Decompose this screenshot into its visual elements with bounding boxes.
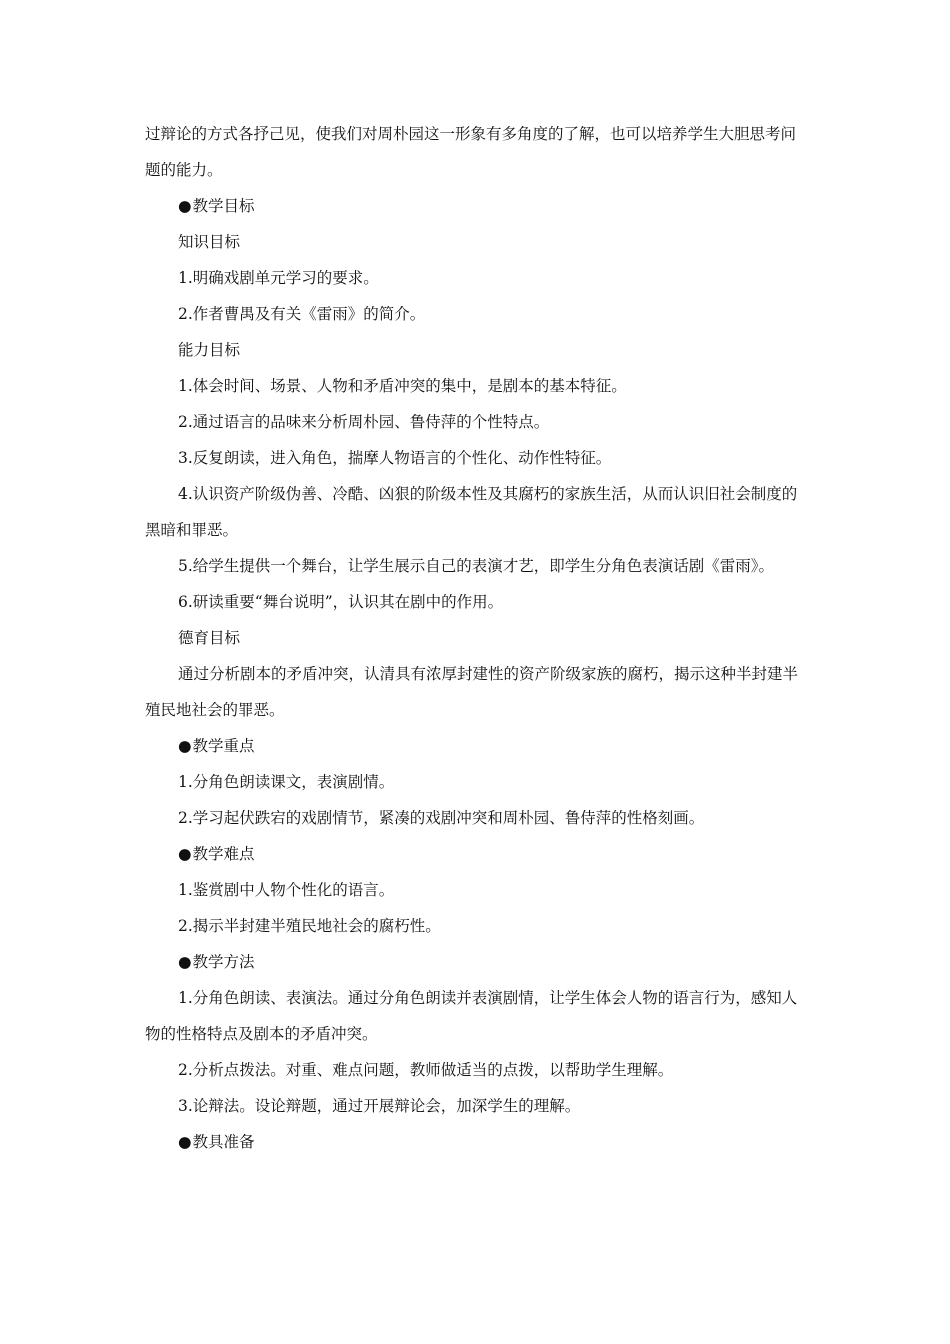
heading-text: 教学重点 bbox=[192, 737, 255, 755]
bullet-icon: ● bbox=[178, 197, 192, 215]
teaching-goals-heading bbox=[145, 188, 807, 224]
ability-goal-item: 2.通过语言的品味来分析周朴园、鲁侍萍的个性特点。 bbox=[178, 413, 550, 431]
materials-heading bbox=[145, 1124, 807, 1160]
ability-goal-item: 4.认识资产阶级伪善、冷酷、凶狠的阶级本性及其腐朽的家族生活，从而认识旧社会制度的黑暗和罪恶。 bbox=[145, 485, 798, 539]
document-body bbox=[145, 116, 807, 1160]
key-points-heading bbox=[145, 728, 807, 764]
difficult-point-item: 2.揭示半封建半殖民地社会的腐朽性。 bbox=[178, 917, 441, 935]
methods-heading bbox=[145, 944, 807, 980]
key-point-item: 1.分角色朗读课文，表演剧情。 bbox=[178, 773, 395, 791]
bullet-icon: ● bbox=[178, 737, 192, 755]
key-point-item: 2.学习起伏跌宕的戏剧情节，紧凑的戏剧冲突和周朴园、鲁侍萍的性格刻画。 bbox=[178, 809, 705, 827]
ability-goal-item: 1.体会时间、场景、人物和矛盾冲突的集中，是剧本的基本特征。 bbox=[178, 377, 627, 395]
heading-text: 教学目标 bbox=[192, 197, 255, 215]
moral-goals-heading: 德育目标 bbox=[178, 629, 241, 647]
intro-paragraph: 过辩论的方式各抒己见，使我们对周朴园这一形象有多角度的了解，也可以培养学生大胆思考问题的能力。 bbox=[145, 125, 797, 179]
difficult-point-item: 1.鉴赏剧中人物个性化的语言。 bbox=[178, 881, 395, 899]
ability-goals-heading: 能力目标 bbox=[178, 341, 241, 359]
knowledge-goals-heading: 知识目标 bbox=[178, 233, 241, 251]
bullet-icon: ● bbox=[178, 845, 192, 863]
knowledge-goal-item: 2.作者曹禺及有关《雷雨》的简介。 bbox=[178, 305, 426, 323]
knowledge-goal-item: 1.明确戏剧单元学习的要求。 bbox=[178, 269, 379, 287]
bullet-icon: ● bbox=[178, 953, 192, 971]
ability-goal-item: 5.给学生提供一个舞台，让学生展示自己的表演才艺，即学生分角色表演话剧《雷雨》。 bbox=[178, 557, 775, 575]
heading-text: 教具准备 bbox=[192, 1133, 255, 1151]
method-item: 2.分析点拨法。对重、难点问题，教师做适当的点拨，以帮助学生理解。 bbox=[178, 1061, 674, 1079]
method-item: 3.论辩法。设论辩题，通过开展辩论会，加深学生的理解。 bbox=[178, 1097, 581, 1115]
method-item: 1.分角色朗读、表演法。通过分角色朗读并表演剧情，让学生体会人物的语言行为，感知人物的性格特点及剧本的矛盾冲突。 bbox=[145, 989, 798, 1043]
heading-text: 教学难点 bbox=[192, 845, 255, 863]
bullet-icon: ● bbox=[178, 1133, 192, 1151]
heading-text: 教学方法 bbox=[192, 953, 255, 971]
ability-goal-item: 6.研读重要“舞台说明”，认识其在剧中的作用。 bbox=[178, 593, 504, 611]
difficult-points-heading bbox=[145, 836, 807, 872]
ability-goal-item: 3.反复朗读，进入角色，揣摩人物语言的个性化、动作性特征。 bbox=[178, 449, 612, 467]
moral-goals-text: 通过分析剧本的矛盾冲突，认清具有浓厚封建性的资产阶级家族的腐朽，揭示这种半封建半殖民地社会的罪恶。 bbox=[145, 665, 799, 719]
